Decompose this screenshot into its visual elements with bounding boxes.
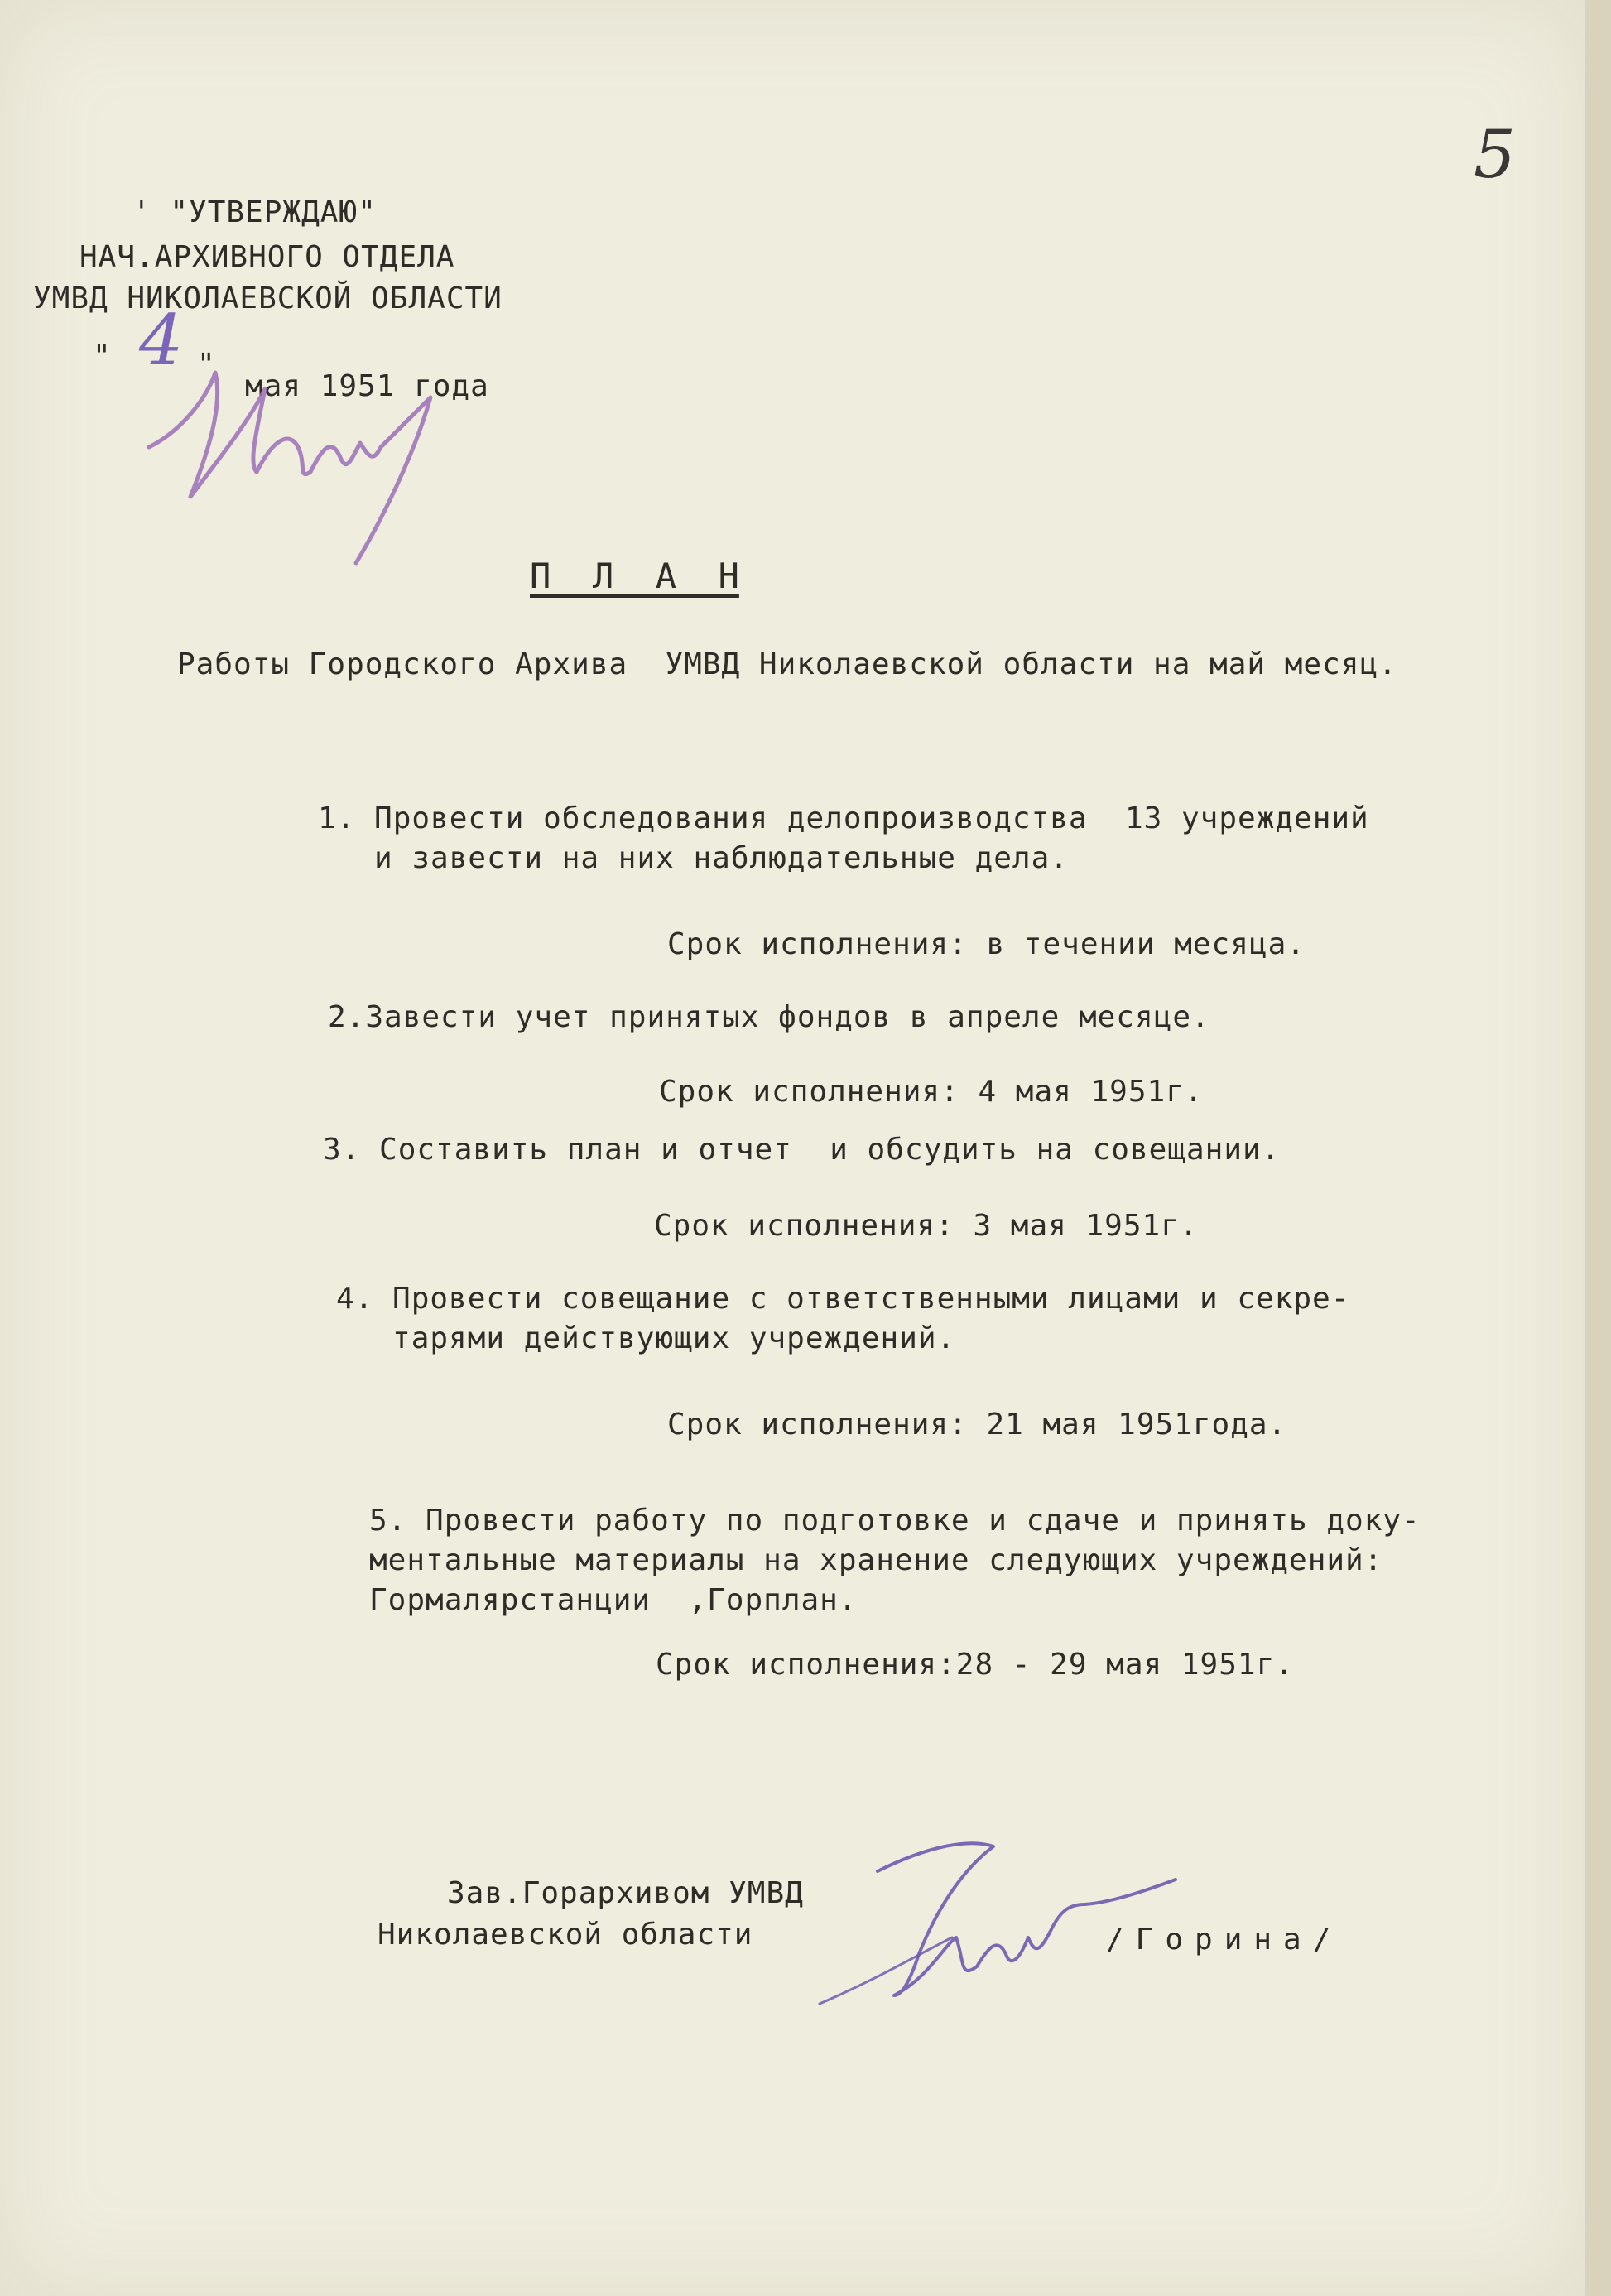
approval-organization: УМВД НИКОЛАЕВСКОЙ ОБЛАСТИ (33, 282, 503, 315)
page-edge (1585, 0, 1611, 2296)
plan-item-deadline: Срок исполнения: 3 мая 1951г. (654, 1209, 1199, 1243)
approval-stamp: ' "УТВЕРЖДАЮ" (132, 195, 377, 229)
signatory-organization: Николаевской области (378, 1918, 753, 1952)
approval-date: мая 1951 года (245, 369, 489, 403)
approval-date-open-quote: " (93, 339, 112, 373)
plan-item-text: 3. Составить план и отчет и обсудить на совещании. (323, 1133, 1281, 1167)
page-number: 5 (1474, 116, 1516, 193)
plan-item-text: 1. Провести обследования делопроизводства 13 учреждений (318, 801, 1369, 835)
plan-item-text: 2.Завести учет принятых фондов в апреле месяце. (328, 1000, 1210, 1034)
approval-date-day: 4 (139, 300, 184, 381)
document-subtitle: Работы Городского Архива УМВД Николаевской области на май месяц. (177, 647, 1397, 681)
plan-item-text: и завести на них наблюдательные дела. (318, 841, 1069, 875)
document-title: П Л А Н (530, 556, 739, 596)
plan-item-text: Гормалярстанции ,Горплан. (369, 1583, 858, 1617)
plan-item-deadline: Срок исполнения: в течении месяца. (667, 927, 1306, 961)
plan-item-deadline: Срок исполнения: 21 мая 1951года. (667, 1408, 1287, 1442)
signatory-position: Зав.Горархивом УМВД (447, 1876, 804, 1910)
plan-item-text: тарями действующих учреждений. (336, 1321, 956, 1355)
approver-signature (132, 339, 480, 571)
signatory-name: /Горина/ (1106, 1923, 1343, 1957)
plan-item-text: 4. Провести совещание с ответственными лицами и секре- (336, 1282, 1350, 1316)
plan-item-text: 5. Провести работу по подготовке и сдаче и принять доку- (369, 1504, 1421, 1538)
approval-position: НАЧ.АРХИВНОГО ОТДЕЛА (79, 240, 455, 274)
plan-item-text: ментальные материалы на хранение следующих учреждений: (369, 1543, 1383, 1577)
approval-date-close-quote: " (197, 348, 216, 382)
plan-item-deadline: Срок исполнения: 4 мая 1951г. (659, 1075, 1204, 1109)
signatory-signature (811, 1813, 1192, 2012)
plan-item-deadline: Срок исполнения:28 - 29 мая 1951г. (656, 1648, 1294, 1682)
